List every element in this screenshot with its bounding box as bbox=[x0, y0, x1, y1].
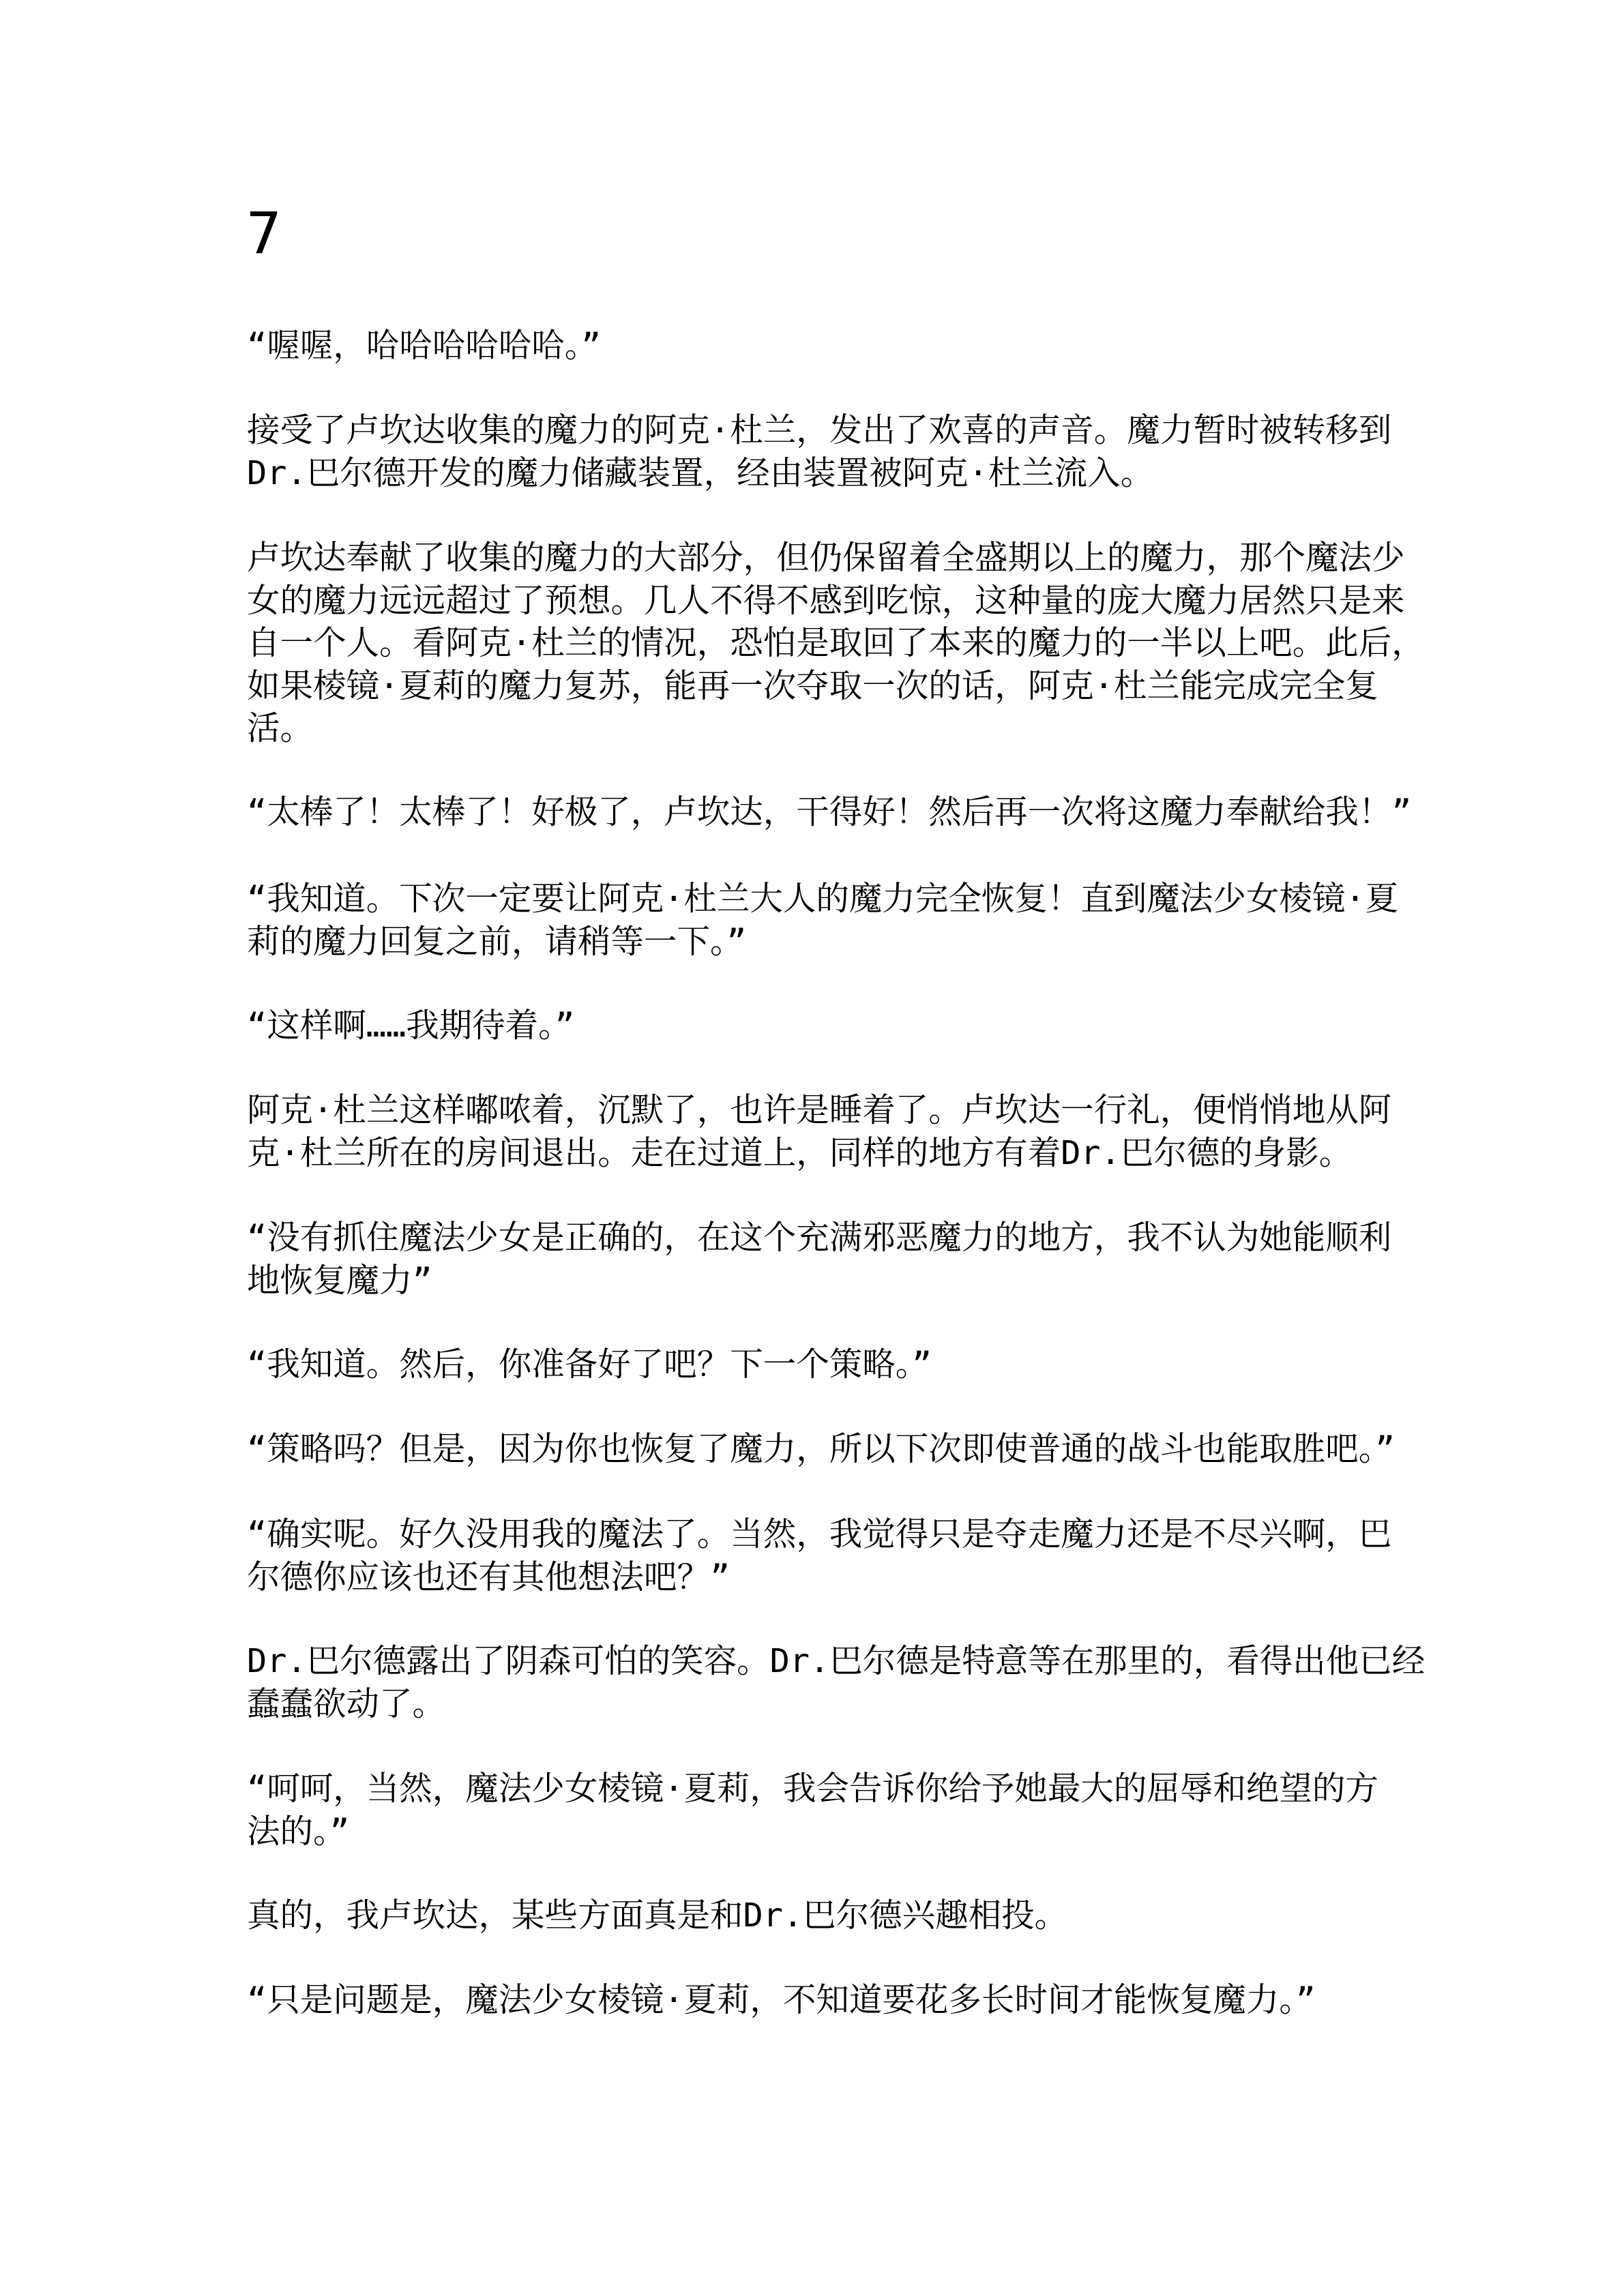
paragraph-line: 蠢蠢欲动了。 bbox=[247, 1684, 446, 1723]
paragraph-line: 克·杜兰所在的房间退出。走在过道上，同样的地方有着Dr.巴尔德的身影。 bbox=[247, 1133, 1353, 1172]
paragraph-line: “呵呵，当然，魔法少女棱镜·夏莉，我会告诉你给予她最大的屈辱和绝望的方 bbox=[247, 1770, 1378, 1808]
paragraph-line: 真的，我卢坎达，某些方面真是和Dr.巴尔德兴趣相投。 bbox=[247, 1896, 1068, 1935]
paragraph-line: “策略吗？但是，因为你也恢复了魔力，所以下次即使普通的战斗也能取胜吧。” bbox=[247, 1430, 1396, 1468]
paragraph-line: 如果棱镜·夏莉的魔力复苏，能再一次夺取一次的话，阿克·杜兰能完成完全复 bbox=[247, 666, 1378, 705]
paragraph-line: 女的魔力远远超过了预想。几人不得不感到吃惊，这种量的庞大魔力居然只是来 bbox=[247, 581, 1405, 620]
paragraph-line: 活。 bbox=[247, 709, 314, 747]
paragraph-line: 法的。” bbox=[247, 1812, 350, 1851]
paragraph-line: 接受了卢坎达收集的魔力的阿克·杜兰，发出了欢喜的声音。魔力暂时被转移到 bbox=[247, 411, 1392, 449]
paragraph-line: 尔德你应该也还有其他想法吧？” bbox=[247, 1557, 730, 1596]
paragraph-line: 自一个人。看阿克·杜兰的情况，恐怕是取回了本来的魔力的一半以上吧。此后， bbox=[247, 624, 1425, 662]
paragraph bbox=[247, 537, 1425, 750]
paragraph-line: 地恢复魔力” bbox=[247, 1261, 432, 1300]
paragraph-line: “没有抓住魔法少女是正确的，在这个充满邪恶魔力的地方，我不认为她能顺利 bbox=[247, 1219, 1392, 1257]
paragraph-line: Dr.巴尔德开发的魔力储藏装置，经由装置被阿克·杜兰流入。 bbox=[247, 453, 1154, 492]
paragraph-line: 阿克·杜兰这样嘟哝着，沉默了，也许是睡着了。卢坎达一行礼，便悄悄地从阿 bbox=[247, 1091, 1392, 1129]
paragraph bbox=[247, 1894, 1387, 1937]
paragraph bbox=[247, 1343, 1387, 1386]
paragraph bbox=[247, 1004, 1387, 1047]
paragraph-line: 卢坎达奉献了收集的魔力的大部分，但仍保留着全盛期以上的魔力，那个魔法少 bbox=[247, 539, 1405, 577]
paragraph-line: “这样啊……我期待着。” bbox=[247, 1007, 575, 1045]
paragraph bbox=[247, 325, 1387, 368]
paragraph bbox=[247, 1217, 1392, 1302]
paragraph bbox=[247, 1089, 1392, 1174]
paragraph-line: “我知道。下次一定要让阿克·杜兰大人的魔力完全恢复！直到魔法少女棱镜·夏 bbox=[247, 880, 1399, 918]
paragraph bbox=[247, 1979, 1387, 2022]
paragraph bbox=[247, 1513, 1392, 1598]
paragraph bbox=[247, 1768, 1387, 1853]
paragraph-line: 莉的魔力回复之前，请稍等一下。” bbox=[247, 922, 747, 961]
paragraph bbox=[247, 409, 1392, 494]
paragraph bbox=[247, 791, 1412, 834]
chapter-number: 7 bbox=[246, 200, 282, 267]
paragraph bbox=[247, 1428, 1396, 1471]
paragraph bbox=[247, 878, 1399, 963]
paragraph-line: “只是问题是，魔法少女棱镜·夏莉，不知道要花多长时间才能恢复魔力。” bbox=[247, 1981, 1316, 2019]
paragraph-line: Dr.巴尔德露出了阴森可怕的笑容。Dr.巴尔德是特意等在那里的，看得出他已经 bbox=[247, 1642, 1426, 1680]
paragraph bbox=[247, 1640, 1426, 1725]
paragraph-line: “喔喔，哈哈哈哈哈哈。” bbox=[247, 327, 602, 365]
paragraph-line: “我知道。然后，你准备好了吧？下一个策略。” bbox=[247, 1345, 932, 1384]
paragraph-line: “确实呢。好久没用我的魔法了。当然，我觉得只是夺走魔力还是不尽兴啊，巴 bbox=[247, 1515, 1392, 1553]
paragraph-line: “太棒了！太棒了！好极了，卢坎达，干得好！然后再一次将这魔力奉献给我！” bbox=[247, 793, 1412, 831]
